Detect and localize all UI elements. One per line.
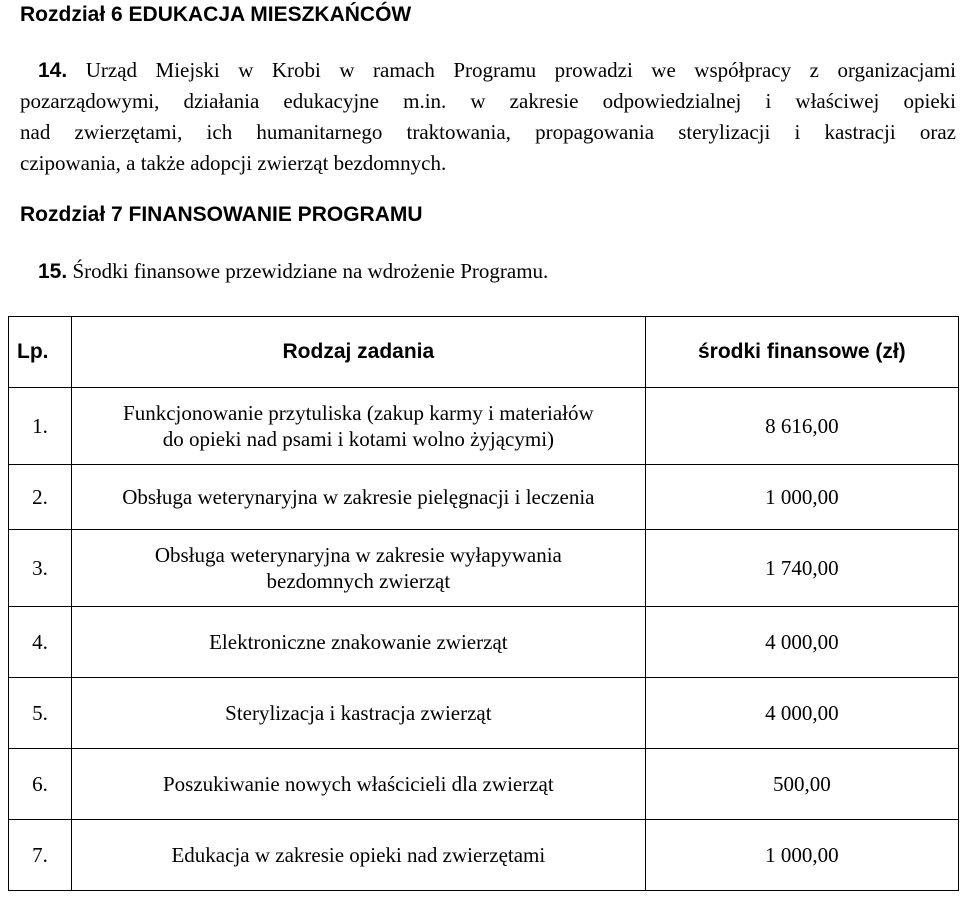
row-amount: 1 000,00 xyxy=(645,820,958,891)
section-14-line-3: nad zwierzętami, ich humanitarnego traktowania, propagowania sterylizacji i kastracji oraz xyxy=(20,120,956,144)
header-lp: Lp. xyxy=(9,317,72,388)
table-row xyxy=(9,678,959,749)
table-row xyxy=(9,607,959,678)
section-15-line: 15. Środki finansowe przewidziane na wdrożenie Programu. xyxy=(38,259,549,283)
row-amount: 1 000,00 xyxy=(645,465,958,530)
row-lp: 4. xyxy=(9,607,72,678)
table-row xyxy=(9,749,959,820)
row-lp: 7. xyxy=(9,820,72,891)
row-lp: 3. xyxy=(9,530,72,607)
row-task: Elektroniczne znakowanie zwierząt xyxy=(72,607,646,678)
section-15-paragraph xyxy=(20,256,956,287)
section-14-line-4: czipowania, a także adopcji zwierząt bezdomnych. xyxy=(20,151,447,175)
table-header-row xyxy=(9,317,959,388)
budget-table xyxy=(8,316,959,891)
section-14-paragraph xyxy=(20,55,956,179)
table-row xyxy=(9,465,959,530)
chapter-6-heading: Rozdział 6 EDUKACJA MIESZKAŃCÓW xyxy=(20,3,412,26)
row-lp: 6. xyxy=(9,749,72,820)
table-row xyxy=(9,820,959,891)
row-task: Edukacja w zakresie opieki nad zwierzętami xyxy=(72,820,646,891)
row-amount: 500,00 xyxy=(645,749,958,820)
row-amount: 4 000,00 xyxy=(645,678,958,749)
row-task: Obsługa weterynaryjna w zakresie wyłapywania bezdomnych zwierząt xyxy=(72,530,646,607)
row-lp: 5. xyxy=(9,678,72,749)
section-14-line-2: pozarządowymi, działania edukacyjne m.in. w zakresie odpowiedzialnej i właściwej opieki xyxy=(20,89,956,113)
row-amount: 8 616,00 xyxy=(645,388,958,465)
row-task: Poszukiwanie nowych właścicieli dla zwierząt xyxy=(72,749,646,820)
section-14-line-1: 14. Urząd Miejski w Krobi w ramach Programu prowadzi we współpracy z organizacjami xyxy=(38,58,956,82)
row-task: Obsługa weterynaryjna w zakresie pielęgnacji i leczenia xyxy=(72,465,646,530)
row-task: Sterylizacja i kastracja zwierząt xyxy=(72,678,646,749)
header-task: Rodzaj zadania xyxy=(72,317,646,388)
row-lp: 2. xyxy=(9,465,72,530)
section-15-number: 15. xyxy=(38,260,68,283)
header-amount: środki finansowe (zł) xyxy=(645,317,958,388)
row-amount: 1 740,00 xyxy=(645,530,958,607)
row-task: Funkcjonowanie przytuliska (zakup karmy i materiałów do opieki nad psami i kotami wolno żyjącymi) xyxy=(72,388,646,465)
row-lp: 1. xyxy=(9,388,72,465)
chapter-7-heading: Rozdział 7 FINANSOWANIE PROGRAMU xyxy=(20,203,423,226)
row-amount: 4 000,00 xyxy=(645,607,958,678)
table-row xyxy=(9,388,959,465)
table-row xyxy=(9,530,959,607)
section-14-number: 14. xyxy=(38,59,68,82)
